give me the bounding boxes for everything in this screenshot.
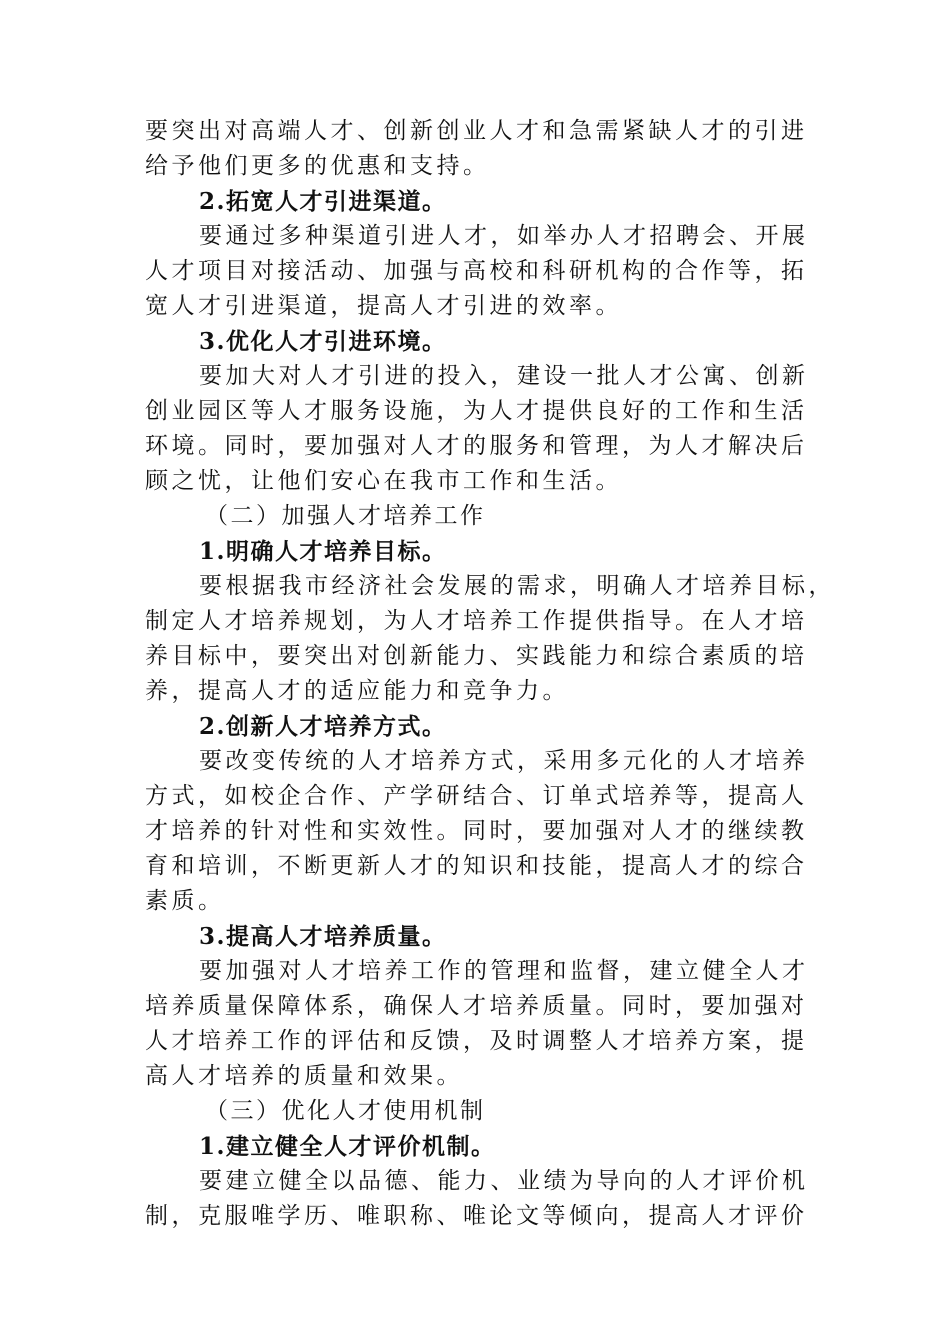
paragraph-line: 给予他们更多的优惠和支持。 [145, 153, 490, 179]
section-heading-line: （二）加强人才培养工作 [205, 503, 486, 529]
paragraph-first-line: 要加大对人才引进的投入，建设一批人才公寓、创新 [199, 363, 809, 389]
paragraph-line: 创业园区等人才服务设施，为人才提供良好的工作和生活 [145, 398, 808, 424]
subheading-line: 2.创新人才培养方式。 [199, 713, 447, 740]
paragraph-line: 环境。同时，要加强对人才的服务和管理，为人才解决后 [145, 433, 808, 459]
paragraph-first-line: 要改变传统的人才培养方式，采用多元化的人才培养 [199, 748, 809, 774]
paragraph-line: 制，克服唯学历、唯职称、唯论文等倾向，提高人才评价 [145, 1203, 808, 1229]
document-body [145, 114, 835, 1234]
paragraph-first-line: 要建立健全以品德、能力、业绩为导向的人才评价机 [199, 1168, 809, 1194]
paragraph-line: 育和培训，不断更新人才的知识和技能，提高人才的综合 [145, 853, 808, 879]
subheading-line: 2.拓宽人才引进渠道。 [199, 188, 447, 215]
subheading-line: 1.建立健全人才评价机制。 [199, 1133, 496, 1160]
paragraph-line: 要突出对高端人才、创新创业人才和急需紧缺人才的引进 [145, 118, 808, 144]
paragraph-line: 养目标中，要突出对创新能力、实践能力和综合素质的培 [145, 643, 808, 669]
subheading-line: 3.提高人才培养质量。 [199, 923, 447, 950]
subheading-line: 1.明确人才培养目标。 [199, 538, 447, 565]
paragraph-line: 培养质量保障体系，确保人才培养质量。同时，要加强对 [145, 993, 808, 1019]
paragraph-line: 素质。 [145, 888, 225, 914]
paragraph-line: 顾之忧，让他们安心在我市工作和生活。 [145, 468, 622, 494]
paragraph-line: 才培养的针对性和实效性。同时，要加强对人才的继续教 [145, 818, 808, 844]
paragraph-line: 方式，如校企合作、产学研结合、订单式培养等，提高人 [145, 783, 808, 809]
paragraph-first-line: 要根据我市经济社会发展的需求，明确人才培养目标， [199, 573, 835, 599]
paragraph-line: 人才项目对接活动、加强与高校和科研机构的合作等，拓 [145, 258, 808, 284]
paragraph-line: 养，提高人才的适应能力和竞争力。 [145, 678, 569, 704]
paragraph-line: 宽人才引进渠道，提高人才引进的效率。 [145, 293, 622, 319]
subheading-line: 3.优化人才引进环境。 [199, 328, 447, 355]
paragraph-line: 高人才培养的质量和效果。 [145, 1063, 463, 1089]
section-heading-line: （三）优化人才使用机制 [205, 1098, 486, 1124]
paragraph-line: 人才培养工作的评估和反馈，及时调整人才培养方案，提 [145, 1028, 808, 1054]
paragraph-first-line: 要加强对人才培养工作的管理和监督，建立健全人才 [199, 958, 809, 984]
paragraph-first-line: 要通过多种渠道引进人才，如举办人才招聘会、开展 [199, 223, 809, 249]
paragraph-line: 制定人才培养规划，为人才培养工作提供指导。在人才培 [145, 608, 808, 634]
